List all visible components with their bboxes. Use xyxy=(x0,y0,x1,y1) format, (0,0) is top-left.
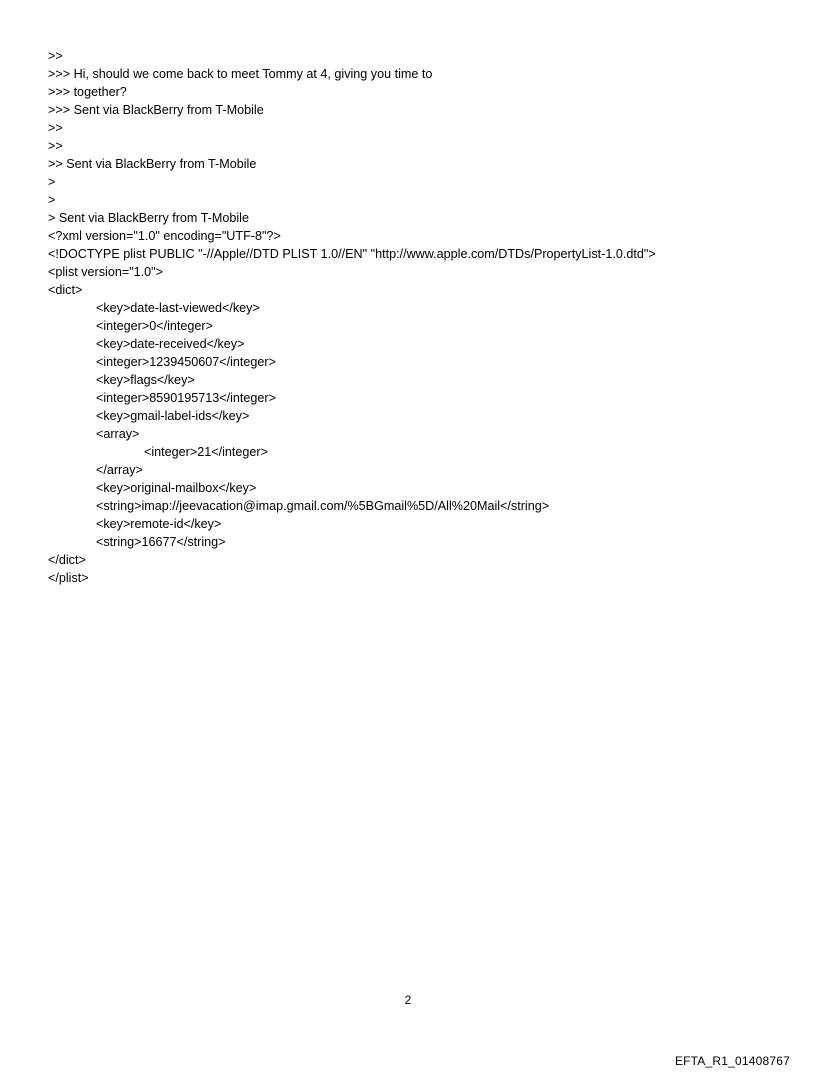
plist-open-tag: <plist version="1.0"> xyxy=(48,265,164,279)
doctype-line: <!DOCTYPE plist PUBLIC "-//Apple//DTD PLIST 1.0//EN" "http://www.apple.com/DTDs/PropertyList-1.0.dtd"> xyxy=(48,247,656,261)
plist-value-line: <string>imap://jeevacation@imap.gmail.com/%5BGmail%5D/All%20Mail</string> xyxy=(96,499,550,513)
plist-key-line: <key>original-mailbox</key> xyxy=(96,481,257,495)
page-number: 2 xyxy=(404,993,412,1007)
plist-value-line: <integer>0</integer> xyxy=(96,319,213,333)
plist-key-line: <key>gmail-label-ids</key> xyxy=(96,409,250,423)
quoted-line: >>> together? xyxy=(48,85,127,99)
quoted-line: >> xyxy=(48,49,63,63)
quoted-line: >> xyxy=(48,139,63,153)
document-body xyxy=(48,47,788,587)
plist-key-line: <key>remote-id</key> xyxy=(96,517,222,531)
plist-key-line: <key>date-received</key> xyxy=(96,337,245,351)
array-open-tag: <array> xyxy=(96,427,140,441)
array-item-line: <integer>21</integer> xyxy=(144,445,268,459)
dict-open-tag: <dict> xyxy=(48,283,83,297)
plist-key-line: <key>date-last-viewed</key> xyxy=(96,301,260,315)
bates-number: EFTA_R1_01408767 xyxy=(674,1054,790,1068)
plist-key-line: <key>flags</key> xyxy=(96,373,195,387)
plist-close-tag: </plist> xyxy=(48,571,89,585)
quoted-line: >> xyxy=(48,121,63,135)
quoted-line: >>> Hi, should we come back to meet Tommy at 4, giving you time to xyxy=(48,67,433,81)
plist-value-line: <integer>8590195713</integer> xyxy=(96,391,276,405)
plist-value-line: <integer>1239450607</integer> xyxy=(96,355,276,369)
quoted-line: > xyxy=(48,175,56,189)
plist-value-line: <string>16677</string> xyxy=(96,535,226,549)
array-close-tag: </array> xyxy=(96,463,143,477)
quoted-line: >> Sent via BlackBerry from T-Mobile xyxy=(48,157,257,171)
dict-close-tag: </dict> xyxy=(48,553,86,567)
quoted-line: >>> Sent via BlackBerry from T-Mobile xyxy=(48,103,264,117)
quoted-line: > xyxy=(48,193,56,207)
xml-declaration: <?xml version="1.0" encoding="UTF-8"?> xyxy=(48,229,281,243)
quoted-line: > Sent via BlackBerry from T-Mobile xyxy=(48,211,249,225)
